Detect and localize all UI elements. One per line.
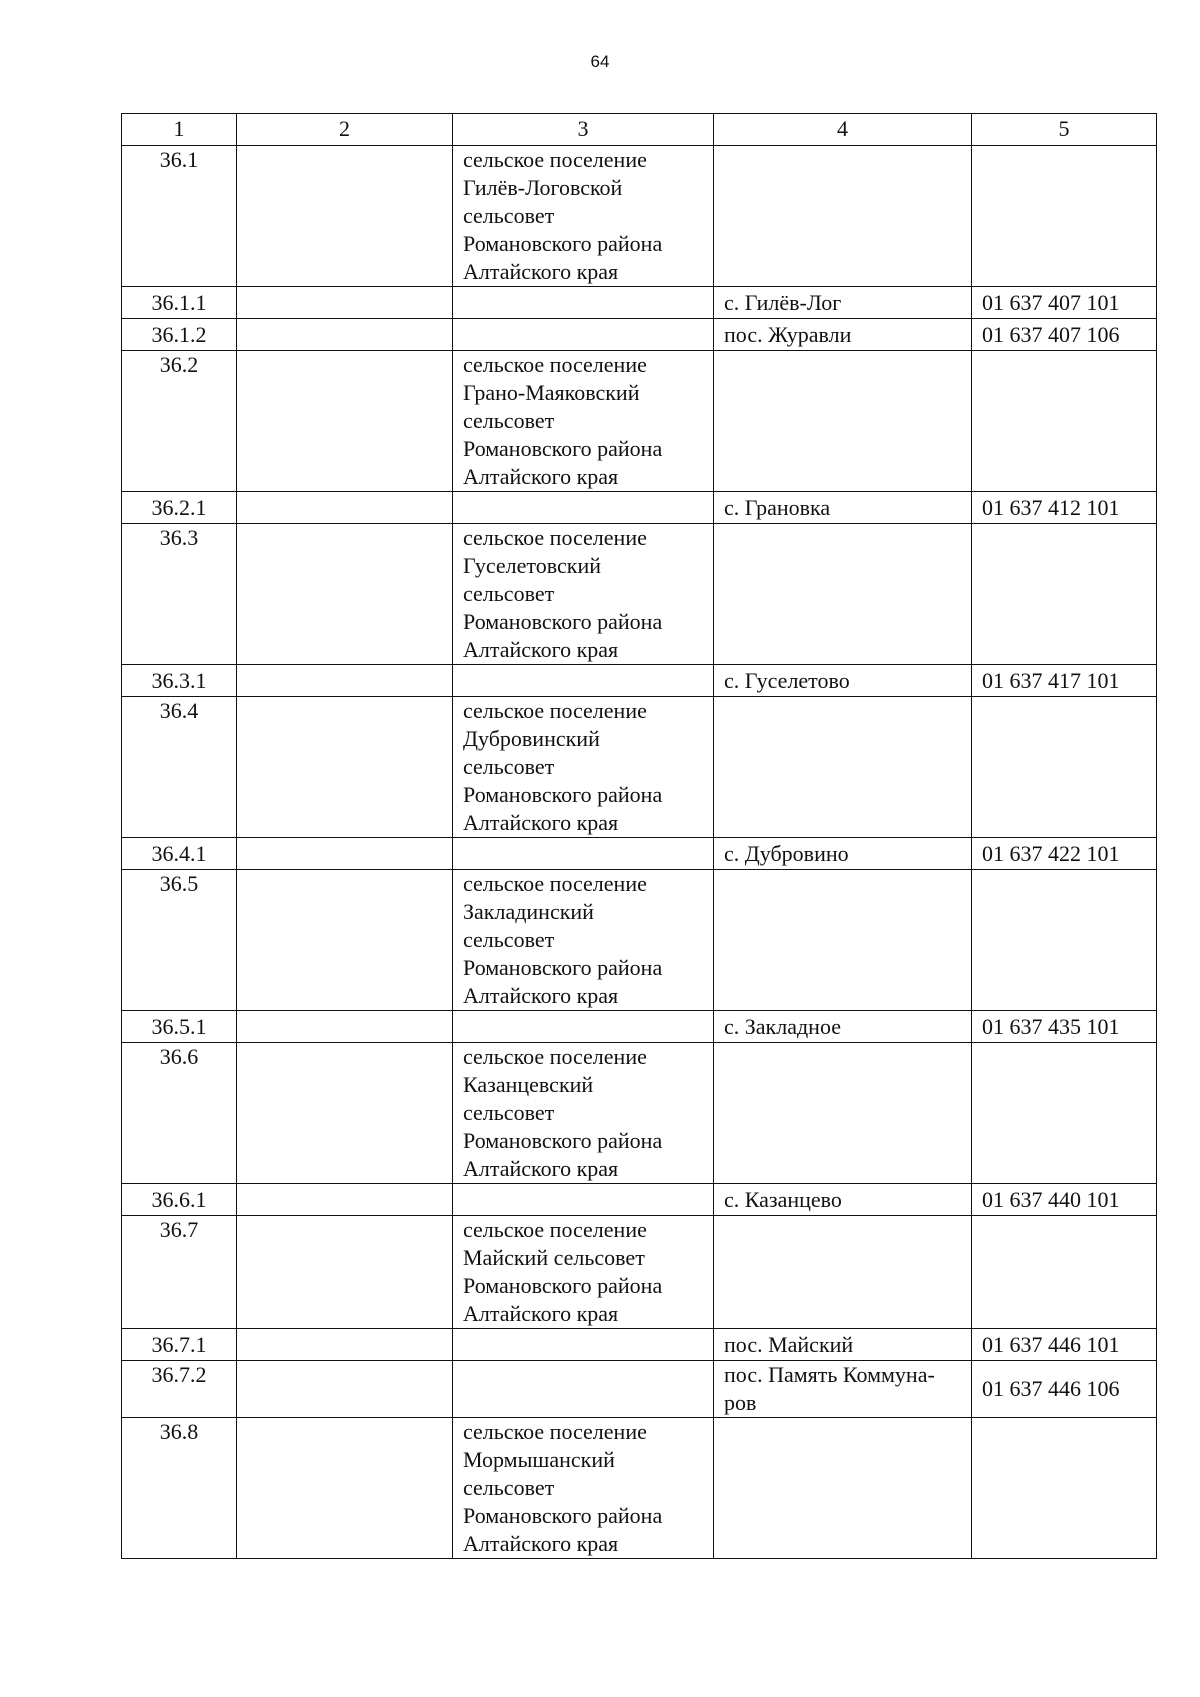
settlement-name-text: с. Дубровино [724,841,849,866]
settlement-row [122,319,1157,351]
municipality-cell [453,319,714,351]
municipality-cell [453,1043,714,1184]
municipality-cell [453,1361,714,1418]
settlement-name-cell [714,351,972,492]
row-code-text: 36.2 [159,352,199,377]
blank-cell [237,697,453,838]
row-code-text: 36.7.2 [151,1362,207,1387]
settlement-name-cell [714,1043,972,1184]
row-code-cell [122,1184,237,1216]
blank-cell [237,287,453,319]
settlement-group-row [122,697,1157,838]
row-code-cell [122,1361,237,1418]
oktmo-code-text: 01 637 407 106 [982,322,1120,347]
oktmo-code-cell [972,287,1157,319]
settlement-name-text: с. Грановка [724,495,831,520]
row-code-text: 36.5 [159,871,199,896]
oktmo-code-cell [972,665,1157,697]
row-code-text: 36.3.1 [151,668,207,693]
page-number: 64 [590,52,610,71]
blank-cell [237,1043,453,1184]
settlement-name-cell [714,492,972,524]
row-code-text: 36.4 [159,698,199,723]
row-code-cell [122,492,237,524]
table-header-row [122,114,1157,146]
blank-cell [237,1184,453,1216]
row-code-cell [122,287,237,319]
settlement-name-text: пос. Память Коммуна- ров [724,1362,935,1415]
settlement-name-cell [714,1329,972,1361]
row-code-cell [122,146,237,287]
settlement-row [122,1361,1157,1418]
settlement-name-text: с. Казанцево [724,1187,842,1212]
oktmo-code-cell [972,1216,1157,1329]
row-code-text: 36.3 [159,525,199,550]
row-code-cell [122,1216,237,1329]
municipality-cell [453,697,714,838]
settlement-name-text: пос. Майский [724,1332,854,1357]
row-code-cell [122,870,237,1011]
municipality-cell [453,146,714,287]
settlement-group-row [122,870,1157,1011]
row-code-text: 36.4.1 [151,841,207,866]
settlement-name-text: с. Гуселетово [724,668,850,693]
municipality-cell [453,492,714,524]
settlement-name-cell [714,838,972,870]
municipality-cell [453,838,714,870]
blank-cell [237,838,453,870]
blank-cell [237,665,453,697]
oktmo-code-text: 01 637 446 106 [982,1376,1120,1401]
oktmo-code-text: 01 637 412 101 [982,495,1120,520]
settlement-name-cell [714,1418,972,1559]
settlement-name-cell [714,870,972,1011]
row-code-text: 36.7.1 [151,1332,207,1357]
settlement-row [122,665,1157,697]
oktmo-code-text: 01 637 440 101 [982,1187,1120,1212]
municipality-cell [453,665,714,697]
row-code-text: 36.2.1 [151,495,207,520]
blank-cell [237,146,453,287]
oktmo-code-cell [972,351,1157,492]
row-code-cell [122,1011,237,1043]
row-code-cell [122,838,237,870]
oktmo-code-text: 01 637 407 101 [982,290,1120,315]
municipality-cell [453,351,714,492]
oktmo-code-text: 01 637 422 101 [982,841,1120,866]
settlement-registry-table [121,113,1157,1559]
oktmo-code-cell [972,146,1157,287]
blank-cell [237,351,453,492]
blank-cell [237,492,453,524]
row-code-text: 36.5.1 [151,1014,207,1039]
oktmo-code-cell [972,1418,1157,1559]
settlement-name-cell [714,146,972,287]
municipality-cell [453,870,714,1011]
row-code-text: 36.7 [159,1217,199,1242]
settlement-name-text: с. Гилёв-Лог [724,290,842,315]
column-header-1: 1 [122,114,237,146]
settlement-group-row [122,524,1157,665]
blank-cell [237,524,453,665]
municipality-text: сельское поселение Гилёв-Логовской сельсовет Романовского района Алтайского края [463,147,663,284]
municipality-text: сельское поселение Закладинский сельсовет Романовского района Алтайского края [463,871,663,1008]
row-code-text: 36.6.1 [151,1187,207,1212]
settlement-row [122,1184,1157,1216]
blank-cell [237,870,453,1011]
row-code-cell [122,1329,237,1361]
municipality-text: сельское поселение Казанцевский сельсовет Романовского района Алтайского края [463,1044,663,1181]
oktmo-code-cell [972,1043,1157,1184]
municipality-cell [453,1329,714,1361]
municipality-text: сельское поселение Майский сельсовет Романовского района Алтайского края [463,1217,663,1326]
blank-cell [237,1216,453,1329]
settlement-name-cell [714,319,972,351]
row-code-cell [122,1043,237,1184]
column-header-3: 3 [453,114,714,146]
municipality-cell [453,524,714,665]
municipality-cell [453,1216,714,1329]
settlement-row [122,492,1157,524]
row-code-cell [122,697,237,838]
blank-cell [237,1011,453,1043]
municipality-cell [453,1011,714,1043]
row-code-text: 36.6 [159,1044,199,1069]
row-code-cell [122,1418,237,1559]
municipality-cell [453,1418,714,1559]
settlement-group-row [122,1216,1157,1329]
settlement-name-cell [714,665,972,697]
municipality-text: сельское поселение Дубровинский сельсовет Романовского района Алтайского края [463,698,663,835]
oktmo-code-cell [972,1361,1157,1418]
municipality-cell [453,287,714,319]
oktmo-code-cell [972,524,1157,665]
settlement-group-row [122,351,1157,492]
row-code-text: 36.1 [159,147,199,172]
settlement-name-cell [714,1011,972,1043]
settlement-row [122,838,1157,870]
settlement-name-cell [714,287,972,319]
oktmo-code-cell [972,697,1157,838]
row-code-text: 36.1.1 [151,290,207,315]
column-header-5: 5 [972,114,1157,146]
table-body [122,146,1157,1559]
settlement-row [122,287,1157,319]
oktmo-code-text: 01 637 417 101 [982,668,1120,693]
row-code-text: 36.8 [159,1419,199,1444]
settlement-group-row [122,1043,1157,1184]
row-code-cell [122,665,237,697]
settlement-name-cell [714,524,972,665]
settlement-name-text: пос. Журавли [724,322,852,347]
municipality-text: сельское поселение Грано-Маяковский сельсовет Романовского района Алтайского края [463,352,663,489]
oktmo-code-cell [972,492,1157,524]
oktmo-code-cell [972,1011,1157,1043]
oktmo-code-cell [972,870,1157,1011]
row-code-cell [122,524,237,665]
settlement-name-cell [714,1184,972,1216]
settlement-name-cell [714,697,972,838]
oktmo-code-cell [972,1329,1157,1361]
blank-cell [237,1418,453,1559]
oktmo-code-cell [972,838,1157,870]
oktmo-code-cell [972,1184,1157,1216]
settlement-name-cell [714,1216,972,1329]
settlement-row [122,1011,1157,1043]
settlement-group-row [122,1418,1157,1559]
column-header-4: 4 [714,114,972,146]
oktmo-code-cell [972,319,1157,351]
settlement-name-cell [714,1361,972,1418]
municipality-text: сельское поселение Мормышанский сельсовет Романовского района Алтайского края [463,1419,663,1556]
row-code-text: 36.1.2 [151,322,207,347]
settlement-row [122,1329,1157,1361]
blank-cell [237,1329,453,1361]
oktmo-code-text: 01 637 435 101 [982,1014,1120,1039]
row-code-cell [122,351,237,492]
municipality-cell [453,1184,714,1216]
blank-cell [237,319,453,351]
row-code-cell [122,319,237,351]
oktmo-code-text: 01 637 446 101 [982,1332,1120,1357]
settlement-name-text: с. Закладное [724,1014,841,1039]
municipality-text: сельское поселение Гуселетовский сельсовет Романовского района Алтайского края [463,525,663,662]
blank-cell [237,1361,453,1418]
column-header-2: 2 [237,114,453,146]
settlement-group-row [122,146,1157,287]
